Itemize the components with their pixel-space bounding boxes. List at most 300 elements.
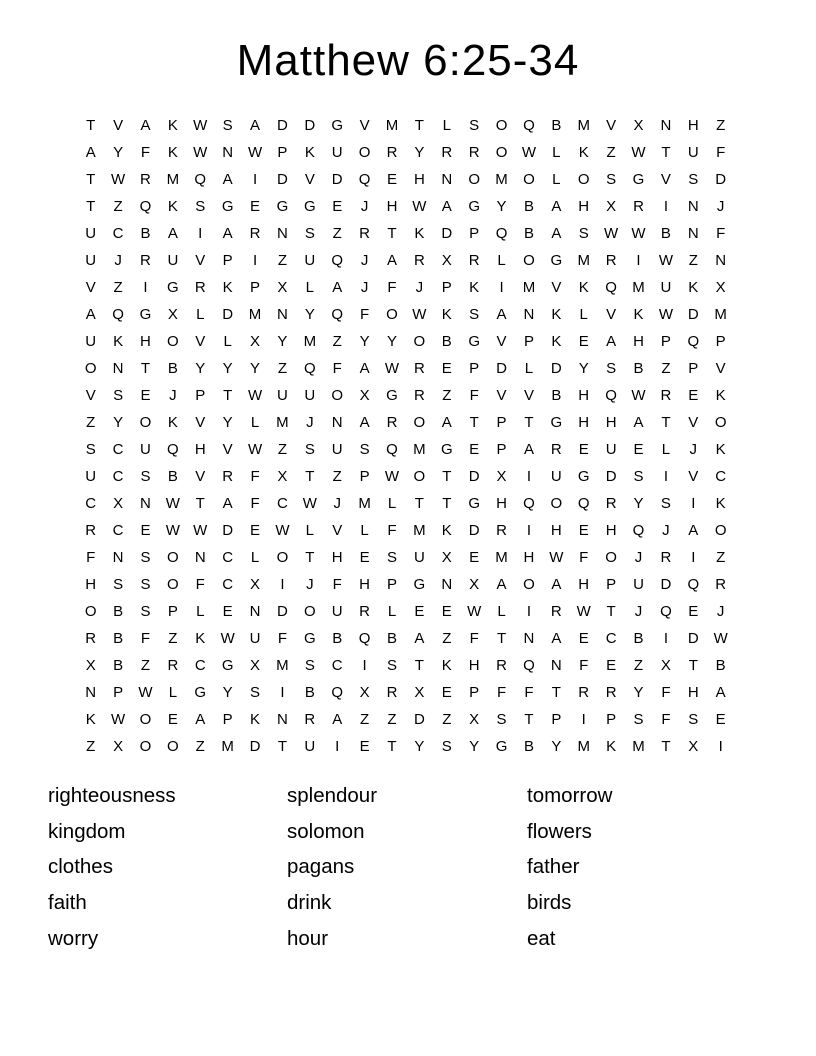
grid-letter: W — [193, 522, 208, 539]
grid-letter: Y — [222, 684, 233, 701]
grid-letter: E — [469, 441, 480, 458]
grid-letter: L — [442, 117, 451, 134]
grid-letter: K — [441, 306, 452, 323]
grid-letter: Z — [442, 630, 452, 647]
grid-letter: N — [277, 711, 288, 728]
grid-letter: M — [495, 171, 508, 188]
grid-letter: O — [577, 171, 590, 188]
grid-letter: O — [386, 306, 398, 323]
grid-letter: M — [248, 306, 262, 323]
grid-letter: E — [167, 711, 178, 728]
grid-letter: A — [85, 306, 96, 323]
grid-letter: G — [139, 306, 152, 323]
word-item: flowers — [527, 819, 592, 843]
grid-letter: Q — [687, 333, 700, 350]
grid-letter: P — [469, 684, 480, 701]
grid-letter: K — [715, 495, 726, 512]
grid-letter: V — [359, 117, 370, 134]
grid-row — [77, 436, 734, 463]
grid-letter: C — [605, 630, 617, 647]
grid-letter: X — [359, 684, 370, 701]
grid-letter: M — [413, 522, 426, 539]
grid-letter: Z — [277, 360, 288, 377]
grid-letter: H — [359, 576, 371, 593]
grid-letter: T — [277, 738, 288, 755]
grid-letter: D — [222, 522, 234, 539]
grid-letter: A — [167, 225, 178, 242]
grid-letter: E — [469, 549, 480, 566]
grid-letter: P — [277, 144, 288, 161]
grid-letter: F — [140, 630, 151, 647]
grid-letter: O — [714, 414, 727, 431]
grid-letter: A — [332, 279, 343, 296]
grid-letter: M — [577, 252, 590, 269]
grid-letter: G — [468, 333, 480, 350]
grid-letter: C — [715, 468, 727, 485]
grid-letter: U — [413, 549, 425, 566]
grid-letter: X — [469, 711, 480, 728]
grid-letter: L — [223, 333, 232, 350]
grid-letter: I — [280, 576, 285, 593]
grid-letter: J — [689, 441, 698, 458]
word-item: splendour — [287, 784, 378, 807]
grid-letter: B — [715, 657, 726, 674]
grid-letter: E — [386, 171, 397, 188]
grid-letter: Q — [605, 387, 617, 404]
grid-letter: X — [113, 738, 124, 755]
grid-letter: K — [441, 657, 452, 674]
grid-letter: G — [221, 657, 234, 674]
grid-letter: E — [359, 738, 370, 755]
grid-letter: S — [113, 576, 124, 593]
grid-letter: E — [633, 441, 644, 458]
grid-letter: J — [306, 576, 314, 593]
grid-letter: X — [660, 657, 671, 674]
grid-letter: N — [523, 306, 535, 323]
grid-letter: W — [111, 171, 126, 188]
grid-row — [77, 139, 734, 166]
grid-letter: W — [631, 387, 646, 404]
grid-letter: M — [166, 171, 180, 188]
grid-letter: J — [716, 198, 725, 215]
grid-letter: T — [661, 738, 671, 755]
grid-letter: Z — [606, 144, 616, 161]
grid-letter: D — [468, 468, 480, 485]
grid-letter: L — [168, 684, 178, 701]
grid-letter: U — [85, 333, 97, 350]
grid-letter: Q — [386, 441, 398, 458]
grid-row — [77, 733, 734, 760]
grid-letter: N — [687, 198, 699, 215]
grid-letter: D — [222, 306, 234, 323]
grid-letter: R — [222, 468, 234, 485]
grid-letter: T — [661, 144, 671, 161]
grid-letter: W — [247, 441, 263, 458]
grid-letter: X — [277, 279, 288, 296]
grid-letter: Y — [469, 738, 480, 755]
word-item: righteousness — [48, 784, 176, 807]
grid-letter: X — [715, 279, 726, 296]
grid-letter: I — [718, 738, 723, 755]
grid-letter: A — [222, 171, 233, 188]
grid-letter: R — [468, 144, 480, 161]
grid-letter: F — [496, 684, 507, 701]
grid-letter: H — [687, 117, 699, 134]
grid-letter: Z — [716, 117, 726, 134]
grid-letter: Y — [277, 333, 288, 350]
grid-letter: U — [687, 144, 699, 161]
grid-letter: T — [688, 657, 698, 674]
grid-letter: G — [386, 387, 398, 404]
grid-letter: M — [276, 657, 289, 674]
grid-letter: H — [386, 198, 398, 215]
grid-letter: M — [632, 279, 645, 296]
grid-letter: Q — [331, 306, 344, 323]
grid-letter: O — [276, 549, 289, 566]
grid-letter: D — [413, 711, 425, 728]
word-list-column — [527, 781, 757, 959]
grid-letter: L — [524, 360, 534, 377]
grid-letter: R — [496, 657, 507, 674]
grid-letter: R — [386, 144, 398, 161]
grid-letter: S — [469, 306, 480, 323]
grid-letter: F — [387, 522, 397, 539]
grid-letter: U — [85, 468, 97, 485]
grid-letter: H — [468, 657, 480, 674]
grid-letter: A — [332, 711, 343, 728]
grid-letter: R — [605, 684, 617, 701]
grid-letter: J — [306, 414, 314, 431]
grid-letter: F — [86, 549, 96, 566]
grid-letter: R — [359, 225, 371, 242]
grid-letter: Z — [277, 252, 288, 269]
grid-letter: S — [304, 441, 315, 458]
grid-letter: H — [413, 171, 425, 188]
grid-letter: A — [688, 522, 699, 539]
grid-letter: T — [442, 468, 452, 485]
grid-letter: G — [276, 198, 289, 215]
grid-letter: L — [579, 306, 588, 323]
grid-row — [77, 625, 734, 652]
grid-letter: W — [384, 360, 400, 377]
grid-letter: U — [85, 225, 97, 242]
grid-letter: V — [688, 468, 699, 485]
word-item: father — [527, 855, 580, 879]
grid-row — [77, 112, 734, 139]
grid-letter: S — [140, 603, 151, 620]
grid-letter: R — [413, 252, 425, 269]
grid-letter: R — [550, 603, 562, 620]
grid-letter: V — [606, 306, 617, 323]
grid-letter: B — [113, 657, 124, 674]
grid-letter: B — [167, 360, 178, 377]
grid-letter: H — [140, 333, 151, 350]
grid-letter: U — [277, 387, 288, 404]
grid-letter: Z — [113, 198, 123, 215]
grid-letter: V — [85, 279, 96, 296]
grid-letter: V — [688, 414, 699, 431]
grid-letter: X — [496, 468, 507, 485]
grid-letter: L — [387, 603, 397, 620]
grid-letter: Y — [551, 738, 562, 755]
grid-row — [77, 598, 734, 625]
grid-letter: T — [305, 468, 315, 485]
grid-letter: B — [113, 603, 124, 620]
word-item: worry — [48, 926, 99, 950]
grid-letter: Y — [414, 738, 425, 755]
grid-letter: Z — [360, 711, 370, 728]
grid-letter: G — [468, 495, 480, 512]
grid-letter: Y — [113, 144, 124, 161]
grid-letter: V — [551, 279, 562, 296]
grid-letter: Z — [442, 711, 452, 728]
grid-letter: A — [441, 414, 452, 431]
grid-row — [77, 706, 734, 733]
grid-letter: K — [715, 441, 726, 458]
grid-letter: Z — [332, 468, 342, 485]
grid-letter: X — [688, 738, 699, 755]
grid-letter: S — [496, 711, 507, 728]
grid-row — [77, 490, 734, 517]
grid-letter: B — [633, 360, 644, 377]
grid-letter: C — [277, 495, 288, 512]
grid-letter: S — [386, 657, 397, 674]
grid-letter: U — [331, 603, 343, 620]
grid-letter: G — [550, 252, 563, 269]
grid-letter: L — [360, 522, 369, 539]
grid-letter: N — [277, 306, 288, 323]
grid-letter: Q — [523, 495, 535, 512]
grid-letter: L — [305, 522, 314, 539]
grid-letter: G — [221, 198, 234, 215]
grid-letter: Q — [358, 630, 371, 647]
grid-letter: X — [167, 306, 178, 323]
grid-letter: A — [523, 441, 534, 458]
grid-letter: E — [715, 711, 726, 728]
grid-letter: V — [496, 333, 507, 350]
grid-letter: F — [250, 468, 260, 485]
grid-letter: C — [331, 657, 343, 674]
grid-letter: N — [140, 495, 151, 512]
word-list-column — [48, 781, 278, 959]
grid-letter: C — [112, 225, 124, 242]
grid-letter: Z — [688, 252, 698, 269]
word-item: solomon — [287, 819, 365, 843]
grid-letter: H — [633, 333, 644, 350]
grid-letter: I — [499, 279, 504, 296]
grid-letter: S — [441, 738, 452, 755]
grid-letter: Q — [605, 279, 617, 296]
grid-letter: W — [165, 522, 180, 539]
grid-letter: J — [333, 495, 341, 512]
grid-letter: F — [332, 360, 342, 377]
grid-letter: R — [194, 279, 206, 296]
grid-letter: R — [167, 657, 179, 674]
grid-letter: R — [660, 387, 672, 404]
grid-letter: J — [360, 279, 369, 296]
grid-letter: V — [195, 468, 206, 485]
grid-letter: L — [497, 252, 506, 269]
grid-letter: T — [305, 549, 315, 566]
grid-letter: H — [687, 684, 699, 701]
grid-letter: P — [441, 279, 452, 296]
grid-letter: R — [85, 630, 97, 647]
grid-letter: P — [250, 279, 261, 296]
grid-letter: B — [523, 198, 534, 215]
grid-letter: G — [303, 198, 316, 215]
grid-letter: P — [496, 414, 507, 431]
grid-letter: H — [605, 522, 617, 539]
grid-letter: V — [496, 387, 507, 404]
grid-letter: G — [632, 171, 645, 188]
grid-letter: T — [414, 117, 424, 134]
grid-row — [77, 544, 734, 571]
puzzle-title: Matthew 6:25-34 — [236, 36, 580, 85]
grid-letter: Q — [687, 576, 700, 593]
grid-letter: R — [140, 252, 151, 269]
grid-letter: D — [687, 306, 699, 323]
grid-letter: X — [250, 657, 261, 674]
grid-letter: J — [360, 198, 369, 215]
grid-row — [77, 193, 734, 220]
grid-letter: B — [551, 117, 562, 134]
grid-letter: D — [277, 603, 288, 620]
grid-letter: R — [605, 252, 617, 269]
grid-letter: D — [715, 171, 727, 188]
grid-letter: T — [414, 657, 424, 674]
word-item: faith — [48, 891, 87, 915]
grid-letter: U — [304, 738, 316, 755]
grid-letter: G — [194, 684, 207, 701]
letter-grid — [77, 112, 734, 760]
grid-letter: C — [112, 468, 124, 485]
grid-letter: Q — [495, 225, 508, 242]
grid-letter: E — [688, 603, 699, 620]
grid-letter: M — [385, 117, 399, 134]
grid-letter: G — [440, 441, 453, 458]
grid-letter: L — [387, 495, 397, 512]
grid-letter: Y — [222, 360, 233, 377]
grid-letter: V — [332, 522, 343, 539]
grid-letter: U — [660, 279, 672, 296]
grid-letter: F — [524, 684, 534, 701]
grid-letter: Z — [140, 657, 151, 674]
grid-letter: Q — [139, 198, 152, 215]
grid-letter: S — [578, 225, 589, 242]
grid-row — [77, 166, 734, 193]
grid-letter: B — [140, 225, 151, 242]
grid-letter: G — [303, 630, 316, 647]
grid-letter: A — [359, 414, 370, 431]
grid-letter: U — [331, 144, 343, 161]
grid-letter: T — [469, 414, 479, 431]
grid-letter: G — [550, 414, 563, 431]
grid-letter: Z — [195, 738, 205, 755]
grid-letter: I — [636, 252, 641, 269]
grid-letter: S — [660, 495, 671, 512]
grid-letter: Q — [194, 171, 207, 188]
grid-letter: O — [523, 252, 535, 269]
grid-letter: E — [441, 684, 452, 701]
grid-letter: Q — [331, 252, 344, 269]
grid-letter: T — [387, 225, 397, 242]
grid-letter: B — [113, 630, 124, 647]
grid-letter: M — [276, 414, 289, 431]
grid-letter: L — [196, 603, 205, 620]
grid-letter: X — [633, 117, 644, 134]
grid-letter: C — [222, 576, 234, 593]
grid-letter: S — [140, 549, 151, 566]
grid-letter: A — [250, 117, 261, 134]
grid-letter: P — [523, 333, 534, 350]
grid-letter: F — [387, 279, 397, 296]
grid-letter: R — [386, 684, 398, 701]
grid-letter: W — [302, 495, 317, 512]
grid-letter: R — [386, 414, 398, 431]
grid-row — [77, 247, 734, 274]
grid-letter: A — [222, 495, 233, 512]
grid-letter: K — [167, 414, 178, 431]
grid-letter: A — [551, 225, 562, 242]
grid-letter: J — [716, 603, 725, 620]
grid-letter: S — [359, 441, 370, 458]
grid-letter: T — [524, 414, 534, 431]
grid-letter: W — [220, 630, 235, 647]
grid-letter: K — [85, 711, 96, 728]
grid-letter: Y — [359, 333, 370, 350]
grid-letter: W — [111, 711, 126, 728]
grid-letter: X — [250, 333, 261, 350]
grid-letter: B — [660, 225, 671, 242]
grid-letter: O — [139, 738, 152, 755]
grid-letter: K — [304, 144, 315, 161]
grid-letter: N — [222, 144, 234, 161]
grid-letter: S — [195, 198, 206, 215]
grid-letter: V — [222, 441, 233, 458]
grid-letter: O — [358, 144, 371, 161]
grid-letter: E — [359, 549, 370, 566]
grid-letter: Y — [578, 360, 589, 377]
grid-letter: G — [413, 576, 426, 593]
grid-letter: M — [577, 117, 590, 134]
grid-letter: P — [222, 711, 233, 728]
grid-letter: Z — [277, 441, 288, 458]
grid-letter: H — [578, 576, 590, 593]
grid-letter: O — [303, 603, 316, 620]
grid-letter: N — [523, 630, 535, 647]
grid-letter: D — [496, 360, 507, 377]
grid-letter: N — [112, 360, 124, 377]
grid-letter: B — [523, 738, 534, 755]
grid-letter: T — [524, 711, 534, 728]
grid-letter: E — [441, 603, 452, 620]
grid-letter: E — [578, 522, 589, 539]
grid-letter: E — [606, 657, 617, 674]
grid-letter: P — [222, 252, 233, 269]
grid-letter: F — [469, 630, 479, 647]
grid-letter: O — [167, 576, 179, 593]
grid-letter: R — [605, 495, 617, 512]
grid-row — [77, 274, 734, 301]
grid-letter: P — [606, 576, 617, 593]
grid-letter: M — [714, 306, 727, 323]
grid-letter: F — [661, 684, 671, 701]
word-item: drink — [287, 891, 332, 915]
grid-letter: Z — [661, 360, 671, 377]
grid-letter: K — [633, 306, 644, 323]
grid-letter: T — [606, 603, 616, 620]
grid-letter: S — [222, 117, 233, 134]
